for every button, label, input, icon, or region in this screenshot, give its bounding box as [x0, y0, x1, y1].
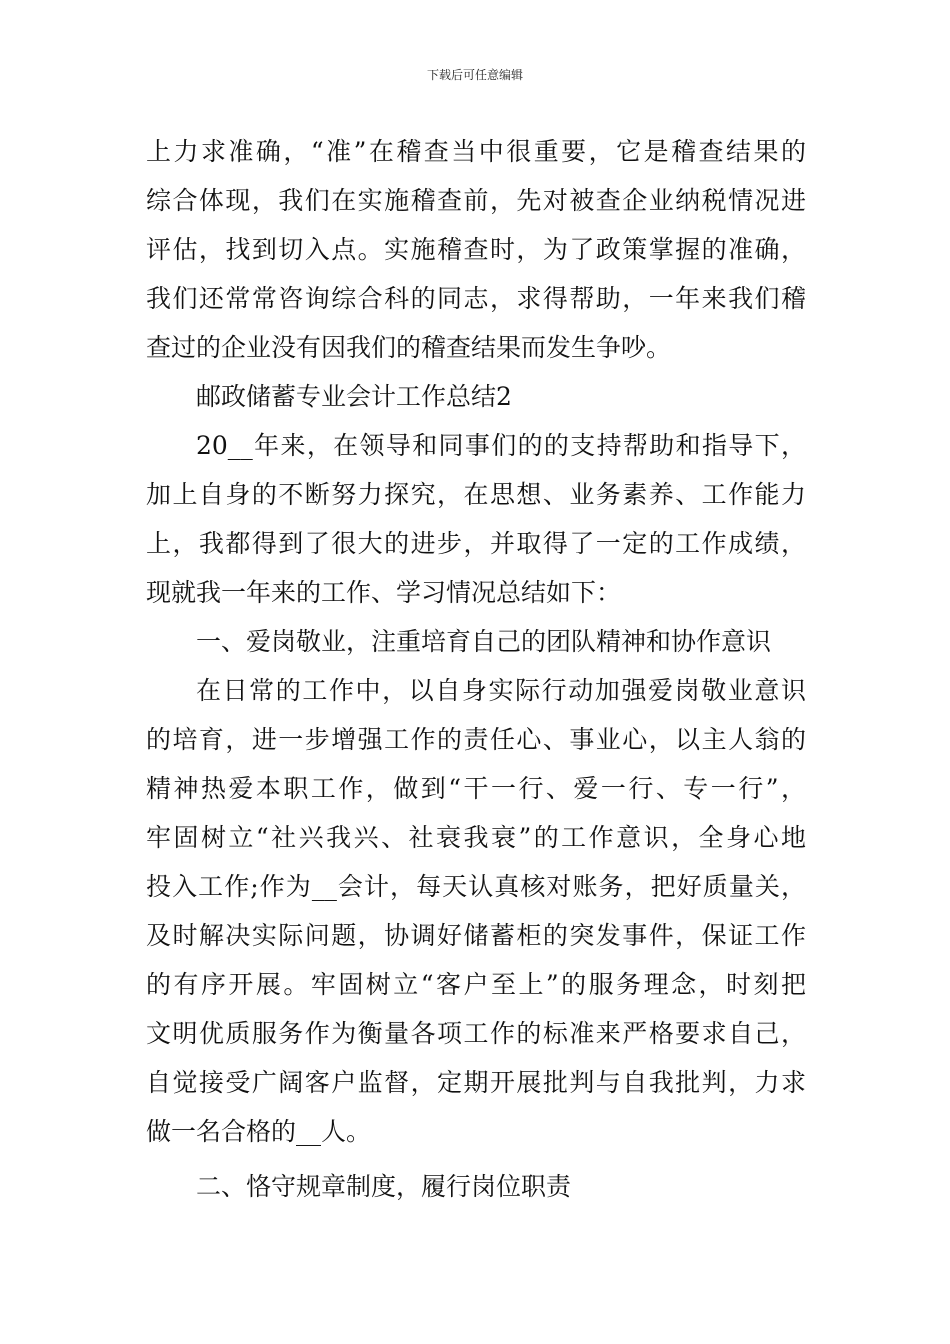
text-line: 我们还常常咨询综合科的同志，求得帮助，一年来我们稽: [146, 284, 806, 313]
text-line: 加上自身的不断努力探究，在思想、业务素养、工作能力: [146, 480, 806, 509]
text-line: 综合体现，我们在实施稽查前，先对被查企业纳税情况进: [146, 186, 806, 215]
document-body: [146, 127, 806, 1211]
section-heading: 一、爱岗敬业，注重培育自己的团队精神和协作意识: [196, 627, 772, 656]
text-line: 投入工作;作为__会计，每天认真核对账务，把好质量关，: [146, 872, 806, 901]
text-line: 文明优质服务作为衡量各项工作的标准来严格要求自己，: [146, 1019, 806, 1048]
text-line: 上力求准确，“准”在稽查当中很重要，它是稽查结果的: [146, 137, 806, 166]
text-line: 查过的企业没有因我们的稽查结果而发生争吵。: [146, 333, 672, 362]
text-line: 的有序开展。牢固树立“客户至上”的服务理念，时刻把: [146, 970, 806, 999]
section-title: 邮政储蓄专业会计工作总结2: [196, 382, 512, 411]
text-line: 在日常的工作中，以自身实际行动加强爱岗敬业意识: [196, 676, 806, 705]
text-line: 评估，找到切入点。实施稽查时，为了政策掌握的准确，: [146, 235, 806, 264]
text-line: 精神热爱本职工作，做到“干一行、爱一行、专一行”，: [146, 774, 806, 803]
page-header: 下载后可任意编辑: [426, 68, 523, 82]
text-line: 自觉接受广阔客户监督，定期开展批判与自我批判，力求: [146, 1068, 806, 1097]
text-line: 上，我都得到了很大的进步，并取得了一定的工作成绩，: [146, 529, 806, 558]
text-line: 20__年来，在领导和同事们的的支持帮助和指导下，: [196, 431, 806, 460]
text-line: 现就我一年来的工作、学习情况总结如下：: [146, 578, 622, 607]
text-line: 及时解决实际问题，协调好储蓄柜的突发事件，保证工作: [146, 921, 806, 950]
section-heading: 二、恪守规章制度，履行岗位职责: [196, 1172, 572, 1201]
text-line: 的培育，进一步增强工作的责任心、事业心，以主人翁的: [146, 725, 806, 754]
text-line: 牢固树立“社兴我兴、社衰我衰”的工作意识，全身心地: [146, 823, 806, 852]
text-line: 做一名合格的__人。: [146, 1117, 372, 1146]
